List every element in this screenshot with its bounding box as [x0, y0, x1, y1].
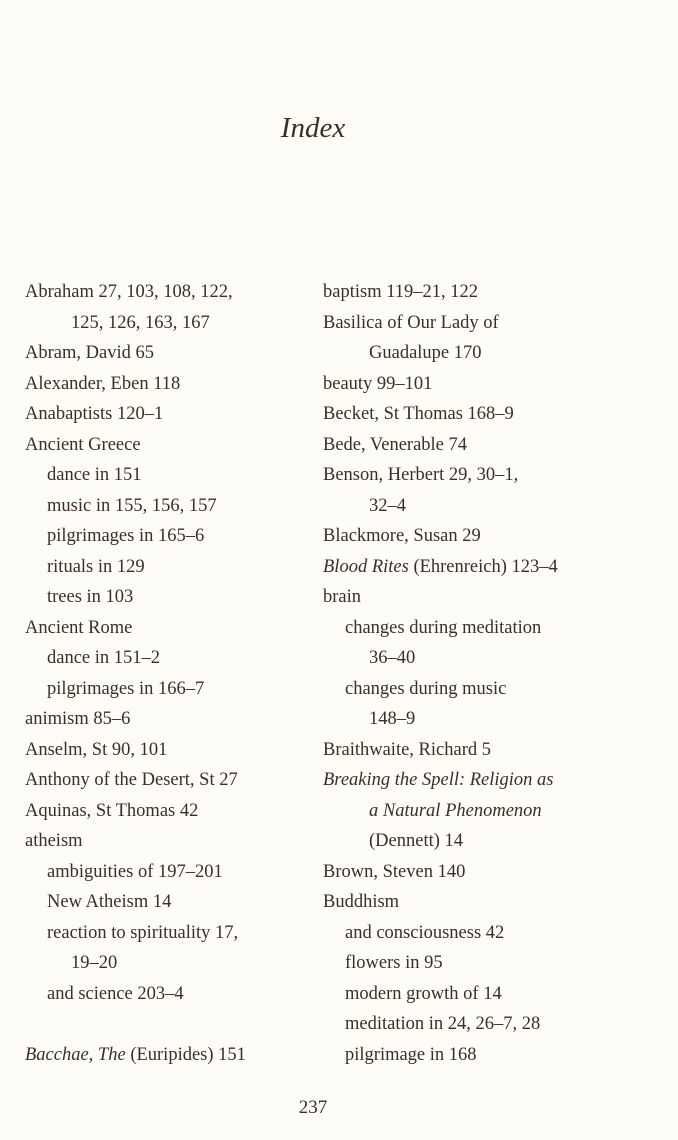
entry-text: 125, 126, 163, 167: [71, 312, 210, 333]
index-entry: [25, 857, 315, 888]
index-entry: [323, 491, 663, 522]
entry-text: (Euripides) 151: [125, 1044, 246, 1065]
index-entry: [25, 430, 315, 461]
entry-text: dance in 151: [47, 465, 142, 485]
index-entry: [323, 857, 663, 888]
entry-text: Anselm, St 90, 101: [25, 739, 168, 760]
entry-text: animism 85–6: [25, 709, 131, 729]
index-entry: [323, 277, 663, 308]
index-entry: [323, 643, 663, 674]
index-entry: [323, 582, 663, 613]
index-column-right: [323, 277, 663, 1070]
entry-text: Buddhism: [323, 892, 400, 912]
entry-text: New Atheism 14: [47, 892, 172, 912]
index-entry: [25, 1009, 315, 1040]
index-entry: [323, 918, 663, 949]
index-entry: [25, 613, 315, 644]
index-entry: [25, 765, 315, 796]
index-entry: [323, 674, 663, 705]
index-entry: [323, 430, 663, 461]
work-title: a Natural Phenomenon: [369, 800, 542, 821]
entry-text: Anthony of the Desert, St 27: [25, 770, 238, 790]
index-entry: [25, 735, 315, 766]
entry-text: beauty 99–101: [323, 373, 433, 394]
index-entry: [323, 887, 663, 918]
index-entry: [25, 826, 315, 857]
index-entry: [323, 704, 663, 735]
entry-text: Abraham 27, 103, 108, 122,: [25, 282, 233, 302]
index-entry: [323, 979, 663, 1010]
page-number: 237: [298, 1097, 328, 1118]
entry-text: ambiguities of 197–201: [47, 861, 223, 882]
index-entry: [323, 369, 663, 400]
entry-text: Braithwaite, Richard 5: [323, 739, 491, 760]
index-entry: [323, 338, 663, 369]
index-entry: [323, 735, 663, 766]
index-entry: [25, 674, 315, 705]
entry-text: (Dennett) 14: [369, 831, 464, 851]
entry-text: baptism 119–21, 122: [323, 282, 479, 302]
index-column-left: [25, 277, 315, 1070]
entry-text: meditation in 24, 26–7, 28: [345, 1014, 541, 1034]
entry-text: 36–40: [369, 648, 416, 668]
entry-text: Ancient Greece: [25, 434, 141, 455]
index-entry: [323, 308, 663, 339]
entry-text: 19–20: [71, 953, 118, 973]
entry-text: trees in 103: [47, 587, 134, 607]
index-entry: [25, 552, 315, 583]
entry-text: Guadalupe 170: [369, 343, 482, 363]
entry-text: music in 155, 156, 157: [47, 495, 217, 516]
entry-text: Becket, St Thomas 168–9: [323, 404, 514, 424]
index-entry: [25, 704, 315, 735]
index-entry: [323, 826, 663, 857]
entry-text: Ancient Rome: [25, 617, 133, 638]
index-entry: [25, 887, 315, 918]
index-entry: [25, 582, 315, 613]
index-entry: [323, 765, 663, 796]
entry-text: 32–4: [369, 495, 406, 516]
index-entry: [25, 979, 315, 1010]
index-entry: [323, 1040, 663, 1071]
entry-text: dance in 151–2: [47, 648, 161, 668]
entry-text: Brown, Steven 140: [323, 861, 466, 882]
entry-text: modern growth of 14: [345, 983, 502, 1004]
index-entry: [323, 399, 663, 430]
entry-text: Bede, Venerable 74: [323, 434, 468, 455]
entry-text: brain: [323, 587, 362, 607]
index-entry: [25, 521, 315, 552]
index-entry: [323, 613, 663, 644]
entry-text: Basilica of Our Lady of: [323, 312, 499, 333]
index-entry: [323, 552, 663, 583]
entry-text: rituals in 129: [47, 556, 145, 577]
entry-text: Abram, David 65: [25, 343, 154, 363]
index-entry: [25, 308, 315, 339]
index-entry: [25, 369, 315, 400]
entry-text: changes during music: [345, 678, 507, 699]
index-entry: [25, 399, 315, 430]
index-entry: [323, 521, 663, 552]
page-title: Index: [280, 112, 346, 144]
index-entry: [25, 491, 315, 522]
entry-text: reaction to spirituality 17,: [47, 922, 239, 943]
entry-text: Alexander, Eben 118: [25, 373, 181, 394]
index-entry: [25, 948, 315, 979]
entry-text: (Ehrenreich) 123–4: [408, 556, 558, 577]
entry-text: Aquinas, St Thomas 42: [25, 800, 199, 821]
index-entry: [25, 277, 315, 308]
index-entry: [25, 460, 315, 491]
entry-text: pilgrimages in 165–6: [47, 526, 205, 546]
index-entry: [25, 643, 315, 674]
index-entry: [25, 338, 315, 369]
index-entry: [323, 796, 663, 827]
index-entry: [323, 1009, 663, 1040]
entry-text: atheism: [25, 831, 83, 851]
entry-text: Anabaptists 120–1: [25, 404, 164, 424]
work-title: Bacchae, The: [25, 1044, 126, 1065]
entry-text: changes during meditation: [345, 617, 542, 638]
entry-text: pilgrimages in 166–7: [47, 678, 205, 699]
index-entry: [323, 460, 663, 491]
index-entry: [25, 918, 315, 949]
entry-text: Benson, Herbert 29, 30–1,: [323, 465, 519, 485]
entry-text: 148–9: [369, 709, 416, 729]
entry-text: and consciousness 42: [345, 922, 505, 943]
work-title: Breaking the Spell: Religion as: [323, 770, 554, 790]
index-entry: [323, 948, 663, 979]
entry-text: pilgrimage in 168: [345, 1044, 477, 1065]
index-entry: [25, 1040, 315, 1071]
entry-text: flowers in 95: [345, 953, 443, 973]
index-entry: [25, 796, 315, 827]
work-title: Blood Rites: [323, 556, 409, 577]
entry-text: Blackmore, Susan 29: [323, 526, 481, 546]
entry-text: and science 203–4: [47, 983, 184, 1004]
